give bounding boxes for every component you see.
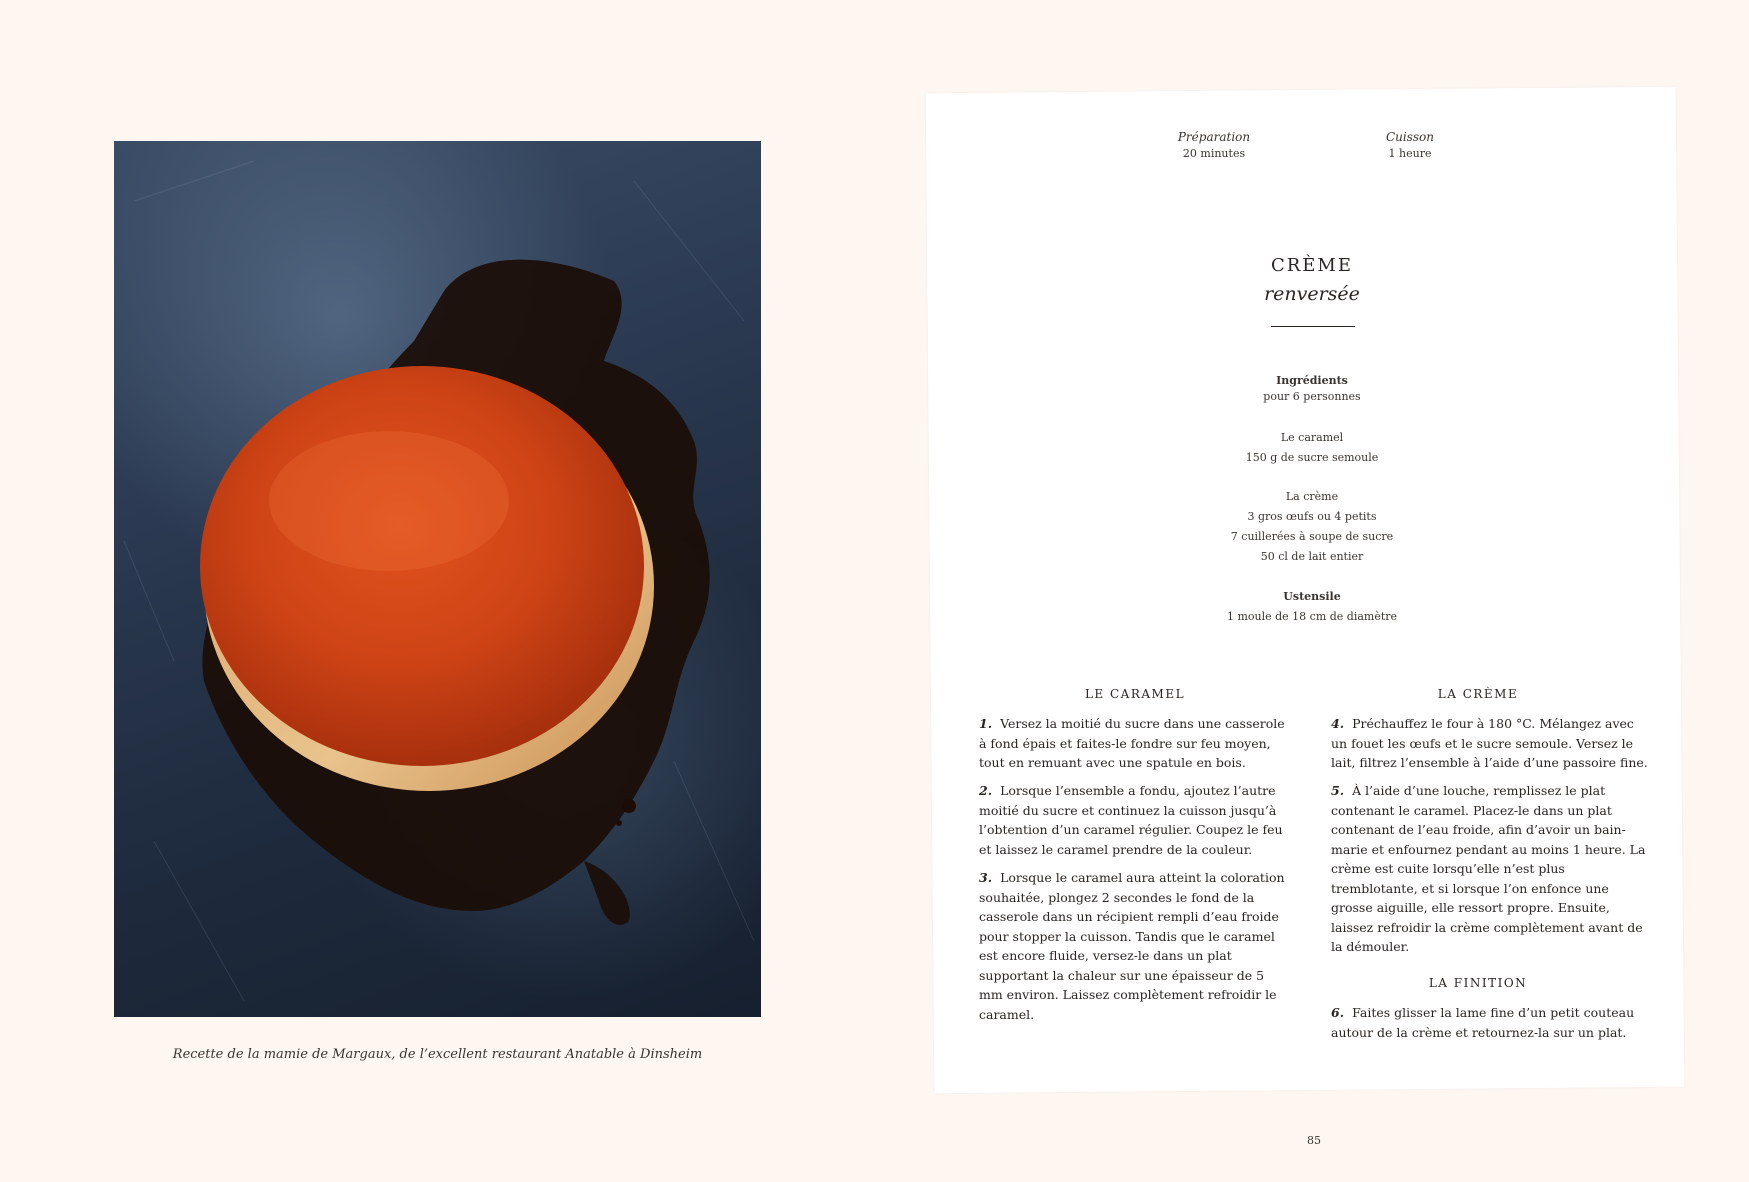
page-number: 85 <box>1307 1134 1321 1147</box>
preparation-label: Préparation <box>1177 130 1251 144</box>
step-2 <box>979 781 1291 859</box>
ingredient-item: 50 cl de lait entier <box>1260 550 1364 563</box>
step-5 <box>1331 781 1649 957</box>
step-number: 4. <box>1331 716 1345 731</box>
cuisson-value: 1 heure <box>1388 147 1432 160</box>
ingredients-heading: Ingrédients <box>1276 374 1348 387</box>
photo-caption: Recette de la mamie de Margaux, de l’excellent restaurant Anatable à Dinsheim <box>172 1047 703 1062</box>
step-text: Préchauffez le four à 180 °C. Mélangez avec un fouet les œufs et le sucre semoule. Versez le lait, filtrez l’ensemble à l’aide d’une passoire fine. <box>1331 716 1648 770</box>
step-text: Lorsque le caramel aura atteint la coloration souhaitée, plongez 2 secondes le fond de la casserole dans un récipient rempli d’eau froide pour stopper la cuisson. Tandis que le caramel est encore fluide, versez-le dans un plat supportant la chaleur sur une épaisseur de 5 mm environ. Laissez complètement refroidir le caramel. <box>979 870 1285 1022</box>
step-3 <box>979 868 1291 1024</box>
ingredient-item: 3 gros œufs ou 4 petits <box>1247 510 1377 523</box>
ingredient-group-title: Ustensile <box>1283 590 1341 603</box>
step-6 <box>1331 1003 1649 1042</box>
photo-illustration <box>114 141 761 1017</box>
creme-renversee-photo <box>114 141 761 1017</box>
step-text: Faites glisser la lame fine d’un petit couteau autour de la crème et retournez-la sur un plat. <box>1331 1005 1635 1040</box>
ingredient-item: 7 cuillerées à soupe de sucre <box>1230 530 1394 543</box>
recipe-subtitle: renversée <box>1264 283 1360 305</box>
title-divider <box>1271 326 1355 327</box>
recipe-title: CRÈME <box>1270 255 1354 276</box>
cuisson-label: Cuisson <box>1385 130 1435 144</box>
preparation-info <box>1124 130 1304 160</box>
ingredient-group-title: La crème <box>1285 490 1339 503</box>
step-text: Versez la moitié du sucre dans une casserole à fond épais et faites-le fondre sur feu moyen, tout en remuant avec une spatule en bois. <box>979 716 1285 770</box>
step-number: 6. <box>1331 1005 1345 1020</box>
step-4 <box>1331 714 1649 773</box>
step-number: 2. <box>979 783 993 798</box>
step-text: À l’aide d’une louche, remplissez le plat contenant le caramel. Placez-le dans un plat contenant de l’eau froide, afin d’avoir un bain-marie et enfournez pendant au moins 1 heure. La crème est cuite lorsqu’elle n’est plus tremblotante, et si lorsque l’on enfonce une grosse aiguille, elle ressort propre. Ensuite, laissez refroidir la crème complètement avant de la démouler. <box>1331 783 1646 954</box>
section-title-finition: LA FINITION <box>1428 976 1528 990</box>
step-1 <box>979 714 1291 773</box>
section-title-caramel: LE CARAMEL <box>1084 687 1186 701</box>
ingredients-servings: pour 6 personnes <box>1263 390 1361 403</box>
ingredient-item: 1 moule de 18 cm de diamètre <box>1226 610 1398 623</box>
step-number: 3. <box>979 870 993 885</box>
step-number: 5. <box>1331 783 1345 798</box>
ingredient-item: 150 g de sucre semoule <box>1245 451 1379 464</box>
section-title-creme: LA CRÈME <box>1437 687 1519 701</box>
ingredient-group-creme <box>1162 487 1462 567</box>
cuisson-info <box>1320 130 1500 160</box>
step-text: Lorsque l’ensemble a fondu, ajoutez l’autre moitié du sucre et continuez la cuisson jusqu’à l’obtention d’un caramel régulier. Coupez le feu et laissez le caramel prendre de la couleur. <box>979 783 1283 857</box>
ingredient-group-caramel <box>1162 428 1462 468</box>
ingredient-group-ustensile <box>1162 587 1462 627</box>
ingredients-header <box>1162 373 1462 405</box>
ingredient-group-title: Le caramel <box>1280 431 1344 444</box>
preparation-value: 20 minutes <box>1182 147 1246 160</box>
step-number: 1. <box>979 716 993 731</box>
